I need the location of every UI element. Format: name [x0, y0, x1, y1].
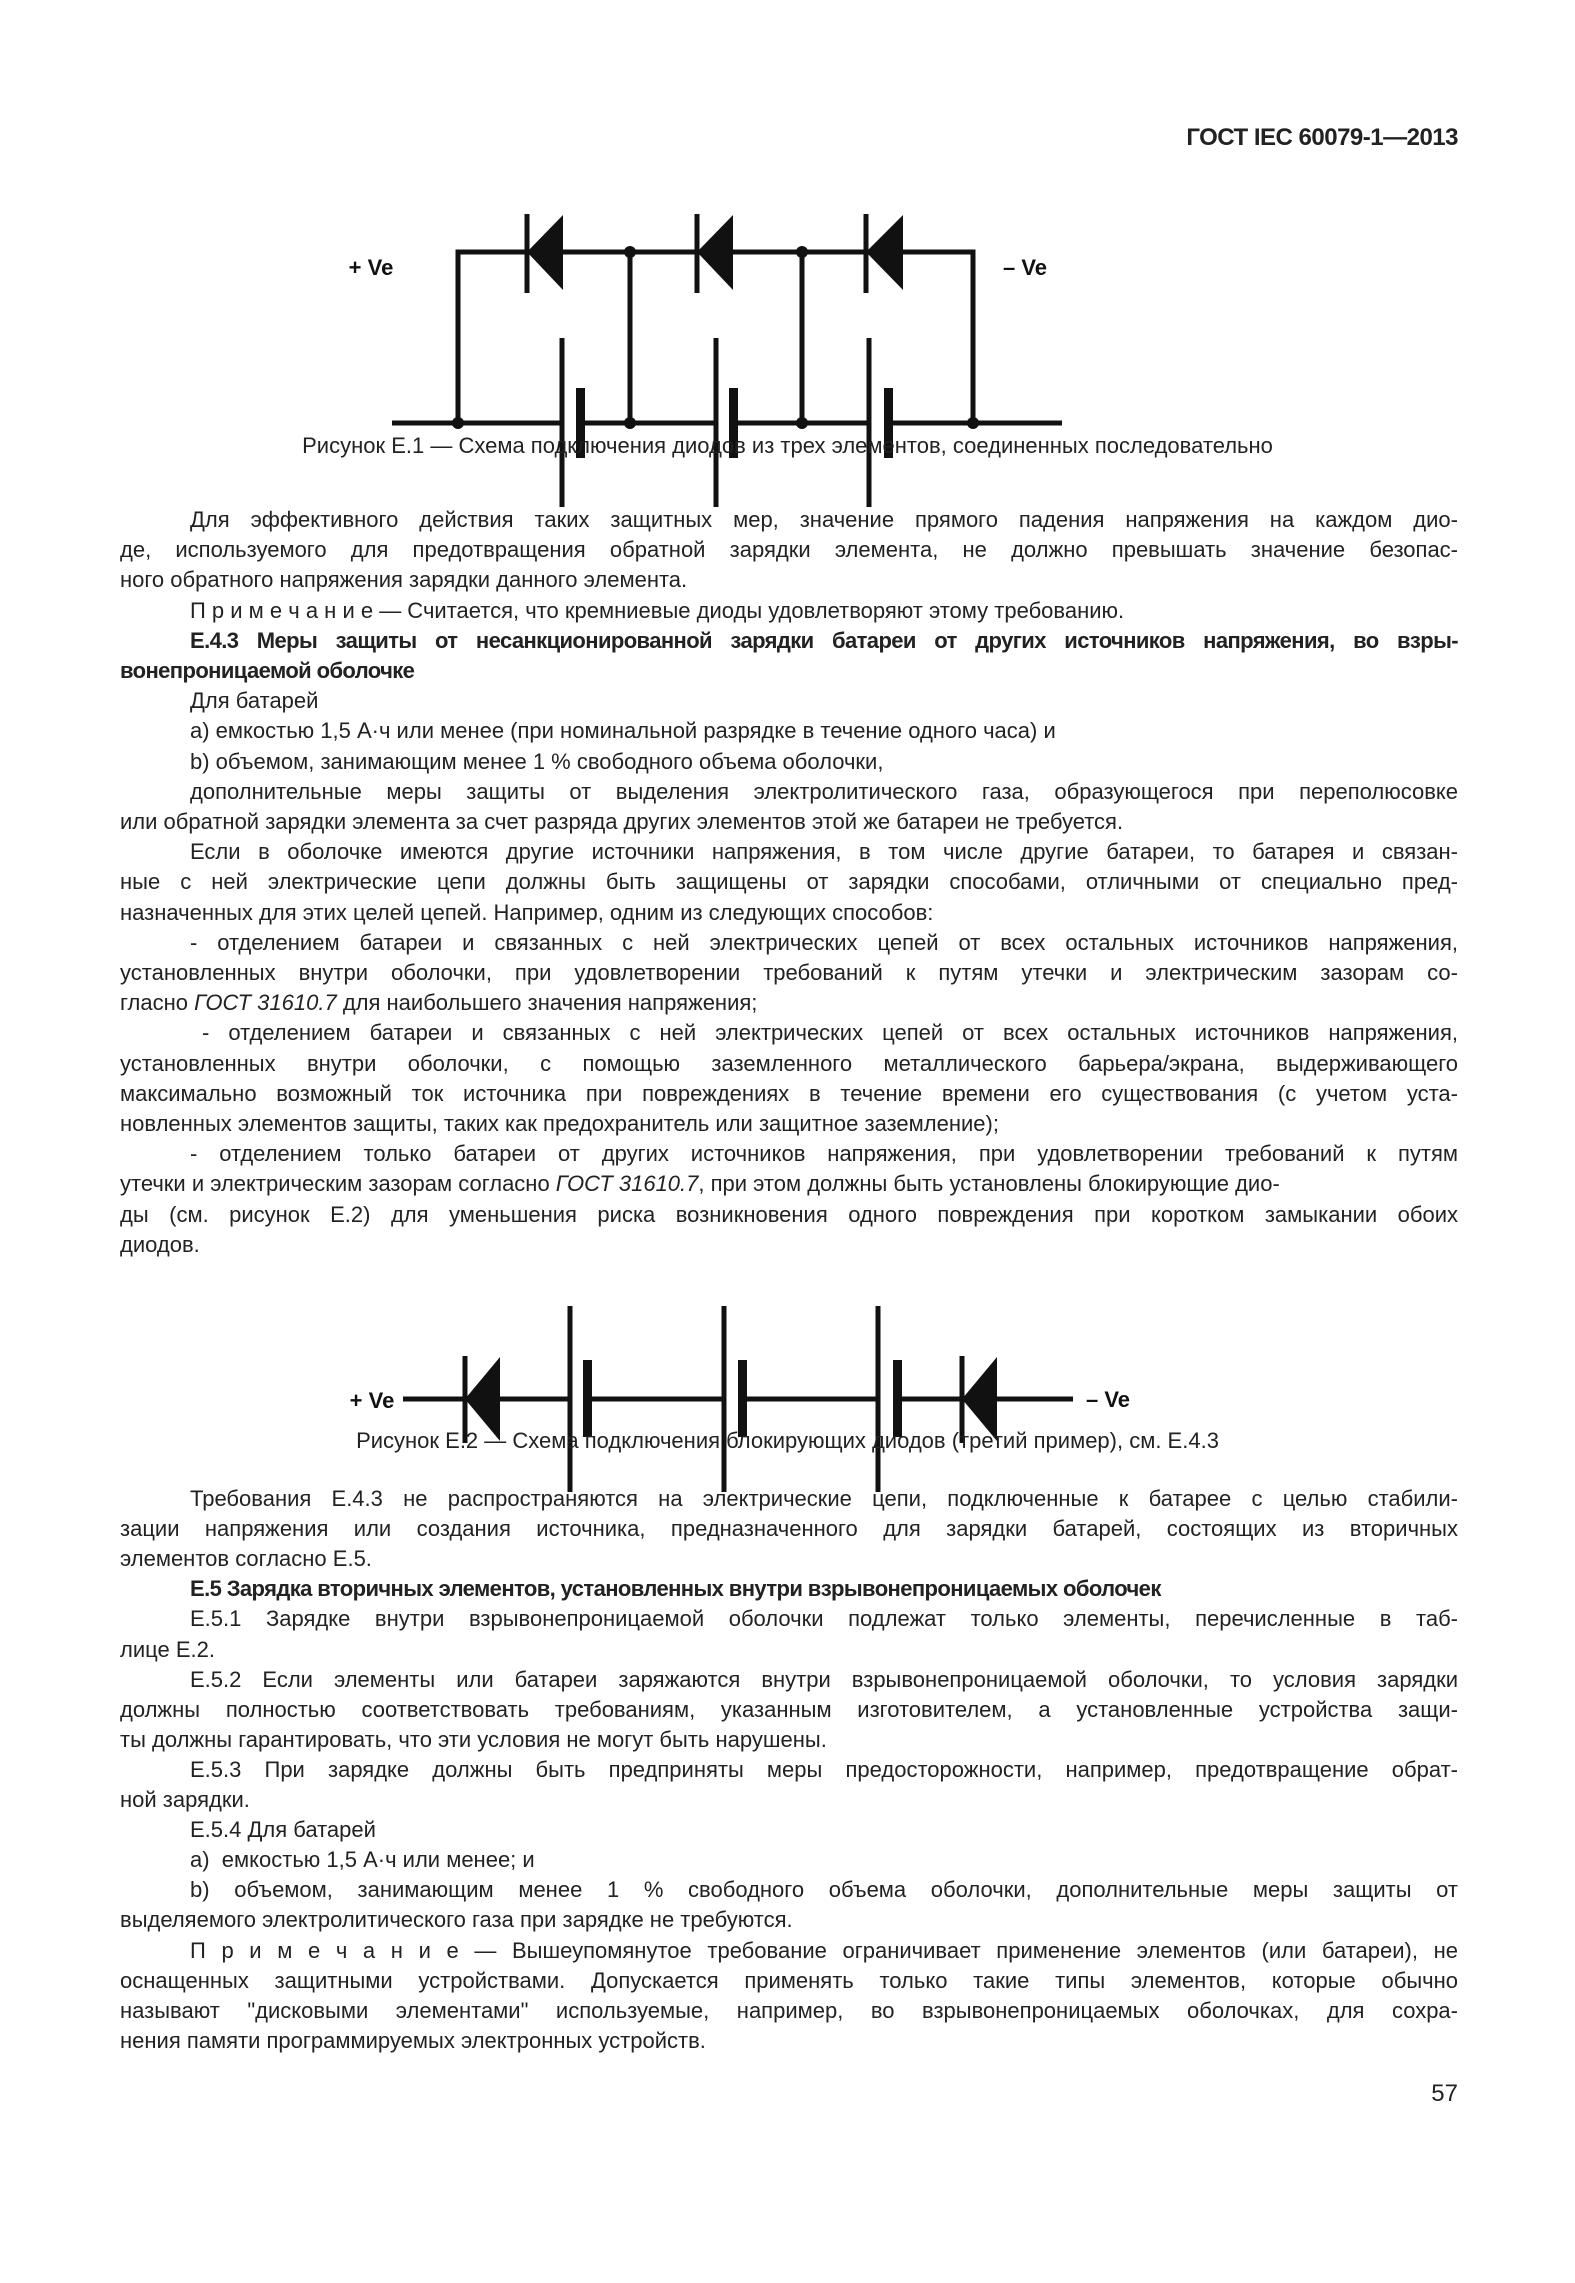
text-line: Е.5.1 Зарядке внутри взрывонепроницаемой оболочки подлежат только элементы, перечисленные в таб-	[190, 1606, 1458, 1632]
text-line: Для эффективного действия таких защитных мер, значение прямого падения напряжения на каждом дио-	[190, 507, 1458, 532]
text-line: Е.4.3 Меры защиты от несанкционированной зарядки батареи от других источников напряжения, во взры-	[190, 627, 1458, 653]
text-line: - отделением батареи и связанных с ней электрических цепей от всех остальных источников напряжения,	[202, 1020, 1458, 1046]
text-line: установленных внутри оболочки, с помощью заземленного металлического барьера/экрана, выдерживающего	[120, 1050, 1458, 1076]
text-line: Если в оболочке имеются другие источники напряжения, в том числе другие батареи, то батарея и связан-	[190, 839, 1458, 865]
text-line: a) емкостью 1,5 А·ч или менее (при номинальной разрядке в течение одного часа) и	[190, 718, 1056, 744]
text-run: утечки и электрическим зазорам согласно	[120, 1171, 556, 1197]
battery-short-plate	[738, 1360, 747, 1437]
text-line: ного обратного напряжения зарядки данного элемента.	[120, 567, 688, 593]
text-line: дополнительные меры защиты от выделения электролитического газа, образующегося при переполюсовке	[190, 778, 1458, 804]
text-line: элементов согласно Е.5.	[120, 1546, 372, 1572]
positive-terminal-label: + Ve	[348, 255, 394, 280]
text-run: , при этом должны быть установлены блокирующие дио-	[698, 1171, 1280, 1197]
text-line: ды (см. рисунок Е.2) для уменьшения риска возникновения одного повреждения при коротком замыкании обоих	[120, 1201, 1458, 1227]
text-line: диодов.	[120, 1231, 200, 1257]
text-line: b) объемом, занимающим менее 1 % свободного объема оболочки, дополнительные меры защиты от	[190, 1877, 1458, 1903]
battery-short-plate	[893, 1360, 902, 1437]
text-line: де, используемого для предотвращения обратной зарядки элемента, не должно превышать значение безопас-	[120, 537, 1458, 563]
text-line: называют "дисковыми элементами" используемые, например, во взрывонепроницаемых оболочках, для сохра-	[120, 1997, 1458, 2023]
text-line: оснащенных защитными устройствами. Допускается применять только такие типы элементов, которые обычно	[120, 1967, 1458, 1993]
text-line: зации напряжения или создания источника, предназначенного для зарядки батарей, состоящих из вторичных	[120, 1516, 1458, 1542]
page-number: 57	[1431, 2080, 1458, 2107]
standard-reference: ГОСТ 31610.7	[194, 990, 337, 1016]
text-line: должны полностью соответствовать требованиям, указанным изготовителем, а установленные устройства защи-	[120, 1696, 1458, 1722]
text-line: назначенных для этих целей цепей. Например, одним из следующих способов:	[120, 899, 934, 925]
text-line: ные с ней электрические цепи должны быть защищены от зарядки способами, отличными от специально пред-	[120, 869, 1458, 895]
document-code-header: ГОСТ IEC 60079-1—2013	[1186, 124, 1458, 151]
text-line: a) емкостью 1,5 А·ч или менее; и	[190, 1847, 535, 1873]
text-line: вонепроницаемой оболочке	[120, 658, 415, 683]
negative-terminal-label: – Ve	[1085, 1387, 1131, 1412]
text-line: - отделением только батареи от других источников напряжения, при удовлетворении требований к путям	[190, 1141, 1458, 1167]
battery-short-plate	[583, 1360, 592, 1437]
text-run: для наибольшего значения напряжения;	[336, 990, 758, 1016]
text-line: Е.5 Зарядка вторичных элементов, установленных внутри взрывонепроницаемых оболочек	[190, 1576, 1161, 1602]
negative-terminal-label: – Ve	[1002, 255, 1048, 280]
text-run: гласно	[120, 990, 195, 1016]
text-line: выделяемого электролитического газа при зарядке не требуются.	[120, 1907, 793, 1933]
text-line: Требования Е.4.3 не распространяются на электрические цепи, подключенные к батарее с целью стабили-	[190, 1486, 1458, 1511]
figure-e2-caption: Рисунок Е.2 — Схема подключения блокирующих диодов (третий пример), см. Е.4.3	[356, 1428, 1219, 1453]
text-line: или обратной зарядки элемента за счет разряда других элементов этой же батареи не требуется.	[120, 809, 1124, 834]
standard-reference: ГОСТ 31610.7	[555, 1171, 699, 1197]
text-line: Е.5.4 Для батарей	[190, 1817, 376, 1843]
text-line: ты должны гарантировать, что эти условия не могут быть нарушены.	[120, 1726, 827, 1752]
text-line: установленных внутри оболочки, при удовлетворении требований к путям утечки и электрическим зазорам со-	[120, 960, 1458, 985]
text-line: Е.5.3 При зарядке должны быть предприняты меры предосторожности, например, предотвращение обрат-	[190, 1756, 1458, 1782]
text-line	[120, 988, 1458, 1018]
text-line: ной зарядки.	[120, 1787, 250, 1812]
text-line: максимально возможный ток источника при повреждениях в течение времени его существования (с учетом уста-	[120, 1080, 1458, 1106]
text-line: лице Е.2.	[120, 1636, 215, 1662]
figure-e1-caption: Рисунок Е.1 — Схема подключения диодов из трех элементов, соединенных последовательно	[302, 433, 1273, 458]
text-line: новленных элементов защиты, таких как предохранитель или защитное заземление);	[120, 1111, 999, 1136]
text-line: П р и м е ч а н и е — Считается, что кремниевые диоды удовлетворяют этому требованию.	[190, 597, 1125, 623]
text-line: b) объемом, занимающим менее 1 % свободного объема оболочки,	[190, 748, 884, 774]
positive-terminal-label: + Ve	[349, 1388, 395, 1413]
text-line: - отделением батареи и связанных с ней электрических цепей от всех остальных источников напряжения,	[190, 929, 1458, 955]
text-line: Е.5.2 Если элементы или батареи заряжаются внутри взрывонепроницаемой оболочки, то условия зарядки	[190, 1666, 1458, 1692]
text-line: нения памяти программируемых электронных устройств.	[120, 2027, 706, 2053]
text-line: Для батарей	[190, 688, 319, 714]
text-line: П р и м е ч а н и е — Вышеупомянутое требование ограничивает применение элементов (или батареи), не	[190, 1937, 1458, 1963]
text-line	[120, 1169, 1458, 1199]
